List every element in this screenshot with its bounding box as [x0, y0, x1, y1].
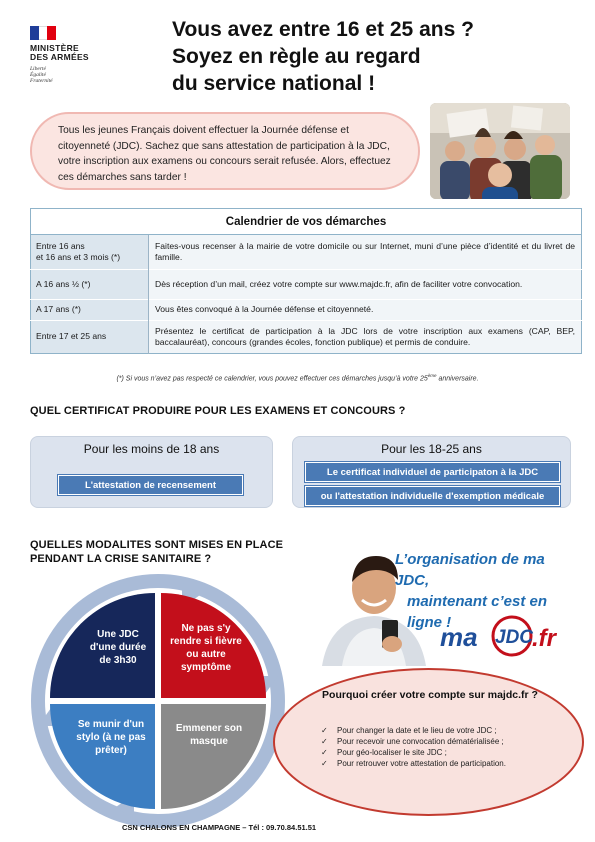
under18-title: Pour les moins de 18 ans: [83, 442, 220, 456]
table-cell-text: Faites-vous recenser à la mairie de votre domicile ou sur Internet, muni d’une pièce d’identité et du livret de famille.: [149, 235, 582, 270]
list-item: ✓ Pour recevoir une convocation dématérialisée ;: [321, 737, 504, 746]
young-people-photo: [430, 103, 570, 199]
check-icon: ✓: [321, 759, 328, 768]
table-cell-age: A 17 ans (*): [31, 300, 149, 321]
majdc-fr: .fr: [532, 625, 556, 652]
calendar-table: [30, 208, 582, 354]
from18-title: Pour les 18-25 ans: [381, 442, 482, 456]
ministere-logo: [30, 26, 120, 85]
intro-bubble: [30, 112, 420, 190]
intro-text: Tous les jeunes Français doivent effectuer la Journée défense et citoyenneté (JDC). Sachez que sans attestation de participation à la JDC, votre inscription aux examens ou concours serait refusée. Alors, effectuez ces démarches sans tarder !: [58, 125, 391, 183]
table-cell-text: Dès réception d’un mail, créez votre compte sur www.majdc.fr, afin de faciliter votre convocation.: [149, 270, 582, 300]
republic-motto: Liberté Égalité Fraternité: [30, 65, 53, 85]
measure-mask: Emmener son masque: [175, 723, 243, 747]
table-row: [31, 300, 582, 321]
online-slogan: L’organisation de ma JDC, maintenant c’est en ligne !: [395, 551, 548, 631]
quadrant-mask: [161, 704, 266, 809]
measure-duration: Une JDC d'une durée de 3h30: [89, 629, 147, 666]
list-item: ✓ Pour retrouver votre attestation de participation.: [321, 759, 506, 768]
check-icon: ✓: [321, 737, 328, 746]
check-icon: ✓: [321, 726, 328, 735]
french-flag-icon: [30, 26, 56, 40]
cycle-arrows: [28, 570, 288, 832]
table-cell-age: Entre 17 et 25 ans: [31, 321, 149, 354]
calendar-note: (*) Si vous n’avez pas respecté ce calendrier, vous pouvez effectuer ces démarches jusqu’à votre 25ème anniversaire.: [116, 373, 479, 383]
table-row: [31, 235, 582, 270]
participation-certificate-badge: Le certificat individuel de participaton à la JDC: [305, 462, 560, 482]
exemption-attestation-badge: ou l'attestation individuelle d'exemption médicale: [305, 486, 560, 506]
from18-box: [292, 436, 571, 508]
measure-pen: Se munir d'un stylo (à ne pas prêter): [76, 719, 146, 756]
table-row: [31, 321, 582, 354]
list-item: ✓ Pour changer la date et le lieu de votre JDC ;: [321, 726, 497, 735]
why-title: Pourquoi créer votre compte sur majdc.fr ?: [322, 689, 538, 701]
check-icon: ✓: [321, 748, 328, 757]
footer-contact: CSN CHALONS EN CHAMPAGNE – Tél : 09.70.84.51.51: [122, 823, 317, 832]
table-cell-age: Entre 16 ans et 16 ans et 3 mois (*): [31, 235, 149, 270]
calendar-title: Calendrier de vos démarches: [31, 209, 582, 235]
under18-box: [30, 436, 273, 508]
list-item: ✓ Pour géo-localiser le site JDC ;: [321, 748, 447, 757]
ministry-name: MINISTÈRE DES ARMÉES: [30, 43, 89, 63]
table-cell-age: A 16 ans ½ (*): [31, 270, 149, 300]
certificates-heading: QUEL CERTIFICAT PRODUIRE POUR LES EXAMENS ET CONCOURS ?: [30, 405, 406, 417]
crisis-heading: QUELLES MODALITES SONT MISES EN PLACE PENDANT LA CRISE SANITAIRE ?: [30, 539, 284, 565]
table-cell-text: Vous êtes convoqué à la Journée défense et citoyenneté.: [149, 300, 582, 321]
majdc-logo: [438, 610, 578, 658]
recensement-attestation-badge: L'attestation de recensement: [58, 475, 243, 495]
majdc-ma: ma: [440, 622, 478, 652]
why-create-account-bubble: [273, 668, 584, 816]
crisis-measures-diagram: [28, 570, 288, 832]
why-list: [321, 725, 561, 769]
table-cell-text: Présentez le certificat de participation à la JDC lors de votre inscription aux examens (CAP, BEP, baccalauréat), concours (grandes écoles, fonction publique) et permis de conduire.: [149, 321, 582, 354]
table-row: [31, 270, 582, 300]
majdc-jdc: JDC: [495, 627, 534, 648]
page-title: Vous avez entre 16 et 25 ans ? Soyez en règle au regard du service national !: [172, 18, 474, 95]
measure-symptoms: Ne pas s'y rendre si fièvre ou autre symptôme: [170, 623, 242, 673]
